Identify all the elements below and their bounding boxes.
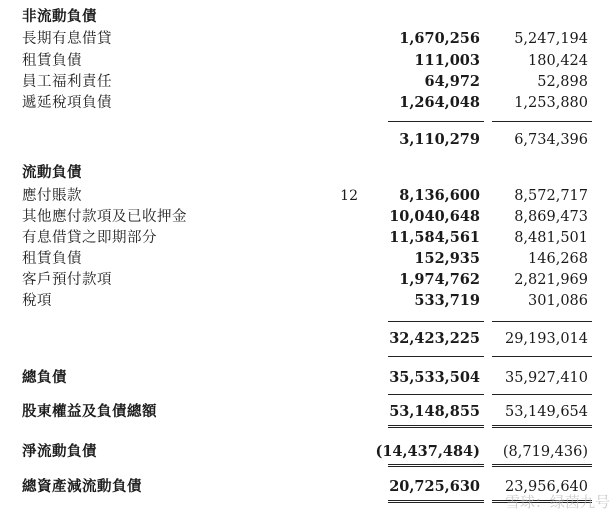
prior-year-value: 8,572,717 (514, 188, 588, 204)
current-year-value: 64,972 (424, 73, 480, 90)
prior-year-value: 8,481,501 (514, 230, 588, 246)
prior-year-value: 2,821,969 (514, 272, 588, 288)
prior-year-value: 301,086 (528, 293, 588, 309)
table-row (0, 227, 616, 249)
table-row (0, 71, 616, 93)
row-label: 長期有息借貸 (22, 31, 112, 47)
total-label: 股東權益及負債總額 (22, 404, 157, 420)
table-row (0, 269, 616, 291)
double-underline (388, 500, 484, 503)
prior-year-value: 53,149,654 (504, 404, 588, 420)
prior-year-value: 180,424 (528, 53, 588, 69)
section-heading: 非流動負債 (22, 9, 97, 25)
row-label: 遞延稅項負債 (22, 95, 112, 111)
table-row (0, 28, 616, 50)
total-row (0, 401, 616, 423)
row-label: 稅項 (22, 293, 52, 309)
current-year-value: 11,584,561 (389, 229, 480, 246)
row-label: 其他應付款項及已收押金 (22, 209, 187, 225)
prior-year-value: 1,253,880 (514, 95, 588, 111)
double-underline (492, 464, 592, 467)
prior-year-value: 35,927,410 (504, 370, 588, 386)
subtotal-rule (388, 321, 484, 322)
subtotal-row (0, 328, 616, 350)
current-year-value: 20,725,630 (389, 478, 480, 495)
current-year-value: (14,437,484) (375, 443, 480, 460)
current-year-value: 10,040,648 (389, 208, 480, 225)
current-year-value: 35,533,504 (389, 369, 480, 386)
row-label: 應付賬款 (22, 188, 82, 204)
subtotal-rule (492, 356, 592, 357)
subtotal-row (0, 129, 616, 151)
total-row (0, 367, 616, 389)
total-label: 淨流動負債 (22, 444, 97, 460)
current-year-value: 533,719 (414, 292, 480, 309)
subtotal-rule (492, 121, 592, 122)
current-year-value: 152,935 (414, 250, 480, 267)
row-label: 客戶預付款項 (22, 272, 112, 288)
table-row (0, 206, 616, 228)
double-underline (492, 425, 592, 428)
current-year-subtotal: 3,110,279 (399, 131, 480, 148)
table-row (0, 92, 616, 114)
row-label: 員工福利責任 (22, 74, 112, 90)
note-reference: 12 (340, 188, 358, 204)
total-label: 總資產減流動負債 (22, 479, 142, 495)
current-year-subtotal: 32,423,225 (389, 330, 480, 347)
current-year-value: 1,974,762 (399, 271, 480, 288)
total-row (0, 441, 616, 463)
prior-year-subtotal: 6,734,396 (514, 132, 588, 148)
row-label: 有息借貸之即期部分 (22, 230, 157, 246)
prior-year-subtotal: 29,193,014 (504, 331, 588, 347)
subtotal-rule (388, 121, 484, 122)
double-underline (388, 464, 484, 467)
table-row (0, 248, 616, 270)
row-label: 租賃負債 (22, 53, 82, 69)
prior-year-value: 8,869,473 (514, 209, 588, 225)
prior-year-value: 5,247,194 (514, 31, 588, 47)
prior-year-value: (8,719,436) (502, 444, 588, 460)
watermark: 雪球：绿茵九号 (504, 493, 610, 511)
prior-year-value: 146,268 (528, 251, 588, 267)
non-current-heading-row (0, 6, 616, 28)
total-rule (492, 394, 592, 395)
current-year-value: 111,003 (414, 52, 480, 69)
double-underline (388, 425, 484, 428)
subtotal-rule (492, 321, 592, 322)
table-row (0, 185, 616, 207)
current-year-value: 1,264,048 (399, 94, 480, 111)
subtotal-rule (388, 356, 484, 357)
section-heading: 流動負債 (22, 165, 82, 181)
total-label: 總負債 (22, 370, 67, 386)
prior-year-value: 52,898 (537, 74, 588, 90)
table-row (0, 50, 616, 72)
total-rule (388, 394, 484, 395)
current-year-value: 1,670,256 (399, 30, 480, 47)
current-year-value: 53,148,855 (389, 403, 480, 420)
prior-year-value: 23,956,640 (504, 479, 588, 495)
current-heading-row (0, 162, 616, 184)
table-row (0, 290, 616, 312)
row-label: 租賃負債 (22, 251, 82, 267)
current-year-value: 8,136,600 (399, 187, 480, 204)
